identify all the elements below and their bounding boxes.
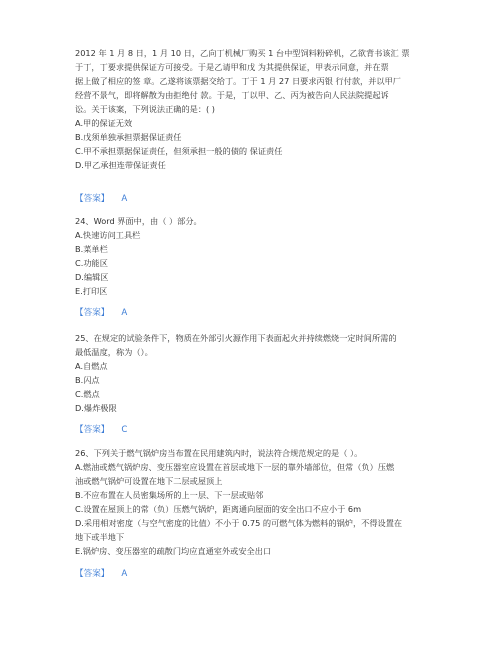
question-stem-line: 据上做了相应的签 章。乙遂将该票据交给丁。丁于 1 月 27 日要求丙银 行付款，并以甲厂 [75, 76, 401, 86]
answer-line [75, 306, 425, 320]
option-c: C.甲不承担票据保证责任，但须承担一般的债的 保证责任 [75, 146, 283, 156]
question-block [75, 446, 425, 558]
question-block [75, 331, 425, 415]
option-b: B.菜单栏 [75, 244, 108, 254]
option-c: C.设置在屋顶上的常（负）压燃气锅炉，距离通向屋面的安全出口不应小于 6m [75, 504, 362, 514]
option-d-continued: 地下或半地下 [75, 532, 125, 542]
option-e: E.锅炉房、变压器室的疏散门均应直通室外或安全出口 [75, 546, 272, 556]
answer-value: A [121, 569, 128, 579]
question-stem-line: 最低温度，称为（）。 [75, 347, 153, 357]
option-d: D.采用相对密度（与空气密度的比值）不小于 0.75 的可燃气体为燃料的锅炉，不得设置在 [75, 518, 403, 528]
option-a: A.快速访问工具栏 [75, 230, 141, 240]
question-block [75, 46, 425, 172]
answer-line [75, 567, 425, 581]
question-stem-line: 26、下列关于燃气锅炉房当布置在民用建筑内时，说法符合规范规定的是（ ）。 [75, 448, 363, 458]
option-b: B.闪点 [75, 375, 100, 385]
option-a: A.甲的保证无效 [75, 118, 133, 128]
question-stem-line: 2012 年 1 月 8 日，1 月 10 日，乙向丁机械厂购买 1 台中型饲料粉碎机，乙欲背书该汇 票 [75, 48, 410, 58]
question-stem-line: 经营不景气，即将解散为由拒绝付 款。于是，丁以甲、乙、丙为被告向人民法院提起诉 [75, 90, 389, 100]
answer-line [75, 192, 425, 206]
answer-value: C [121, 425, 128, 435]
option-c: C.燃点 [75, 389, 100, 399]
question-stem-line: 24、Word 界面中，由（ ）部分。 [75, 216, 202, 226]
question-stem-line: 25、在规定的试验条件下，物质在外部引火源作用下表面起火并持续燃烧一定时间所需的 [75, 333, 397, 343]
option-e: E.打印区 [75, 286, 108, 296]
question-block [75, 214, 425, 298]
answer-value: A [121, 194, 128, 204]
option-c: C.功能区 [75, 258, 108, 268]
option-d: D.爆炸极限 [75, 403, 117, 413]
option-d: D.甲乙承担连带保证责任 [75, 160, 166, 170]
option-b: B.戊须单独承担票据保证责任 [75, 132, 182, 142]
option-a-continued: 油或燃气锅炉可设置在地下二层或屋顶上 [75, 476, 223, 486]
answer-label: 【答案】 [75, 194, 110, 204]
answer-value: A [121, 308, 128, 318]
option-b: B.不应布置在人员密集场所的上一层、下一层或贴邻 [75, 490, 264, 500]
question-stem-line: 讼。关于该案，下列说法正确的是：( ) [75, 104, 215, 114]
answer-label: 【答案】 [75, 308, 110, 318]
option-d: D.编辑区 [75, 272, 109, 282]
question-stem-line: 于丁，丁要求提供保证方可接受。于是乙请甲和戊 为其提供保证，甲表示同意，并在票 [75, 62, 389, 72]
answer-label: 【答案】 [75, 425, 110, 435]
option-a: A.燃油或燃气锅炉房、变压器室应设置在首层或地下一层的靠外墙部位，但常（负）压燃 [75, 462, 395, 472]
answer-line [75, 423, 425, 437]
answer-label: 【答案】 [75, 569, 110, 579]
option-a: A.自燃点 [75, 361, 108, 371]
